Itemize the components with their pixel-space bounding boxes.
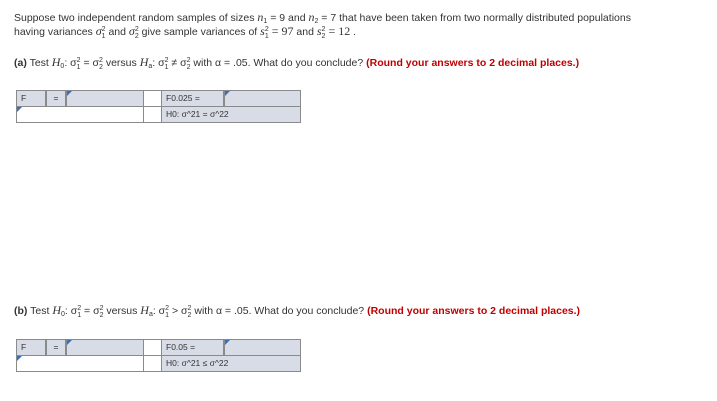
part-b-row-1 [16, 339, 301, 356]
problem-statement-line-2: having variances σ 2 1 and σ 2 2 give sample variances of s 2 1 = 97 and s 2 2 = 12 . [14, 24, 357, 40]
part-a-row-2 [16, 106, 301, 123]
spacer [144, 355, 161, 372]
problem-statement-line-1: Suppose two independent random samples of sizes $n_1 = 9$ and $n_2 = 7$ that have been taken from two normally distributed populations [14, 10, 631, 25]
input-marker-icon [225, 340, 230, 345]
input-marker-icon [67, 91, 72, 96]
conclusion-select-b[interactable] [16, 355, 144, 372]
f-label: F [16, 339, 46, 356]
fcrit-input-a[interactable] [224, 90, 301, 107]
part-b-question: (b) Test $H_0$: σ 2 1 = σ 2 2 versus $H_a$: σ 2 1 > σ 2 2 with α = .05. What do you conclude? (Round your answers to 2 decimal places.) [14, 303, 581, 319]
input-marker-icon [225, 91, 230, 96]
input-marker-icon [67, 340, 72, 345]
fcrit-label-a: F0.025 = [161, 90, 224, 107]
f-label: F [16, 90, 46, 107]
equals-sign: = [46, 90, 66, 107]
f-stat-input-b[interactable] [66, 339, 144, 356]
hypothesis-text-a: H0: σ^21 = σ^22 [161, 106, 301, 123]
spacer [144, 90, 161, 107]
fcrit-input-b[interactable] [224, 339, 301, 356]
spacer [144, 106, 161, 123]
equals-sign: = [46, 339, 66, 356]
fcrit-label-b: F0.05 = [161, 339, 224, 356]
part-b-row-2 [16, 355, 301, 372]
conclusion-select-a[interactable] [16, 106, 144, 123]
dropdown-marker-icon [17, 107, 22, 112]
part-a-row-1 [16, 90, 301, 107]
dropdown-marker-icon [17, 356, 22, 361]
hypothesis-text-b: H0: σ^21 ≤ σ^22 [161, 355, 301, 372]
part-a-question: (a) Test $H_0$: σ 2 1 = σ 2 2 versus $H_a$: σ 2 1 ≠ σ 2 2 with α = .05. What do you conclude? (Round your answers to 2 decimal places.) [14, 55, 580, 71]
f-stat-input-a[interactable] [66, 90, 144, 107]
spacer [144, 339, 161, 356]
